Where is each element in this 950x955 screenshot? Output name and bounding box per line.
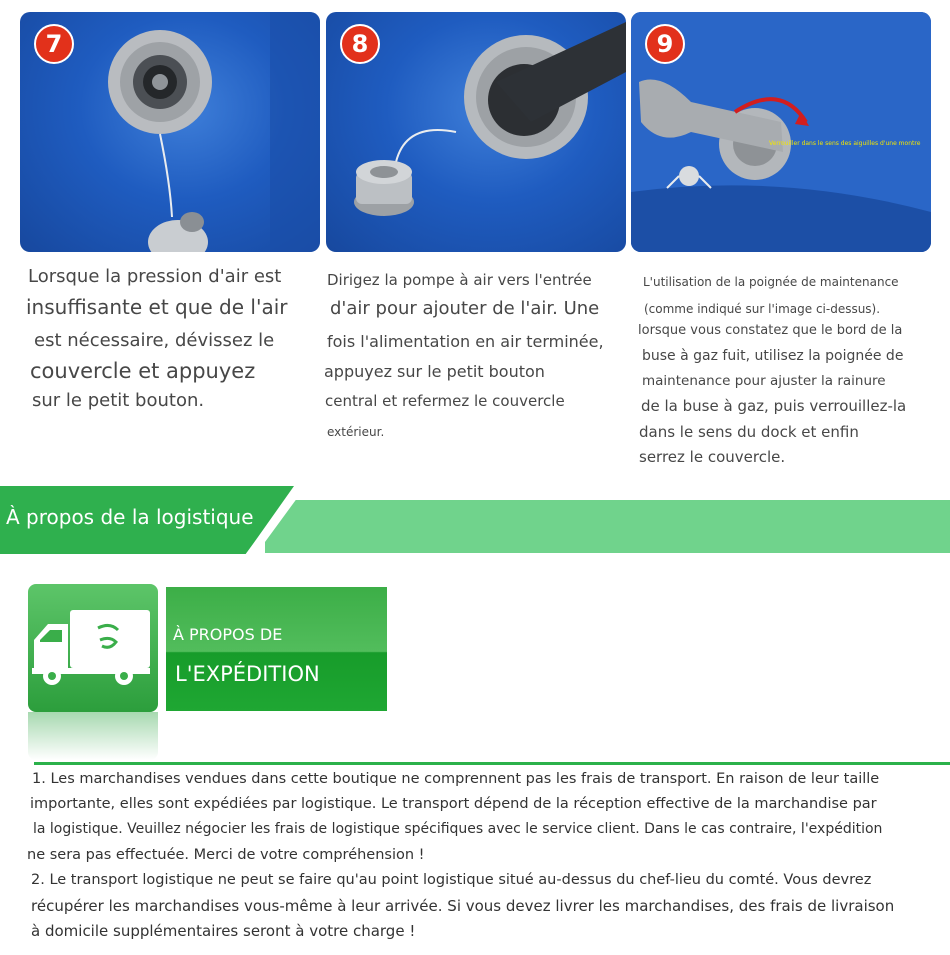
shipping-subtitle: À PROPOS DE [173,625,283,644]
step-9-line: serrez le couvercle. [639,448,786,466]
note-line: importante, elles sont expédiées par logistique. Le transport dépend de la réception effective de la marchandise par [30,796,877,812]
step-7-line: est nécessaire, dévissez le [34,330,275,351]
step-7-badge: 7 [34,24,74,64]
step-9-line: de la buse à gaz, puis verrouillez-la [641,397,907,415]
step-8-line: Dirigez la pompe à air vers l'entrée [327,271,592,289]
step-9-photo [631,12,931,252]
shipping-title: L'EXPÉDITION [175,662,320,686]
step-7-line: Lorsque la pression d'air est [28,266,282,287]
logistics-title: À propos de la logistique [6,505,254,529]
step-8-line: appuyez sur le petit bouton [324,362,545,381]
note-line: ne sera pas effectuée. Merci de votre compréhension ! [27,847,425,863]
step-9-photo-note: Verrouiller dans le sens des aiguilles d'une montre [769,140,921,147]
step-7-line: insuffisante et que de l'air [26,295,288,319]
step-8-line: central et refermez le couvercle [325,392,565,410]
truck-icon [28,584,158,712]
step-7-line: sur le petit bouton. [32,390,205,411]
step-8-line: extérieur. [327,425,385,439]
note-line: 1. Les marchandises vendues dans cette boutique ne comprennent pas les frais de transport. En raison de leur taille [32,771,880,787]
step-8-line: d'air pour ajouter de l'air. Une [330,298,600,319]
note-line: 2. Le transport logistique ne peut se faire qu'au point logistique situé au-dessus du chef-lieu du comté. Vous devrez [31,872,872,888]
step-9-line: lorsque vous constatez que le bord de la [638,323,903,338]
shipping-panel [166,587,387,711]
step-7-photo [20,12,320,252]
note-line: à domicile supplémentaires seront à votre charge ! [31,922,416,940]
note-line: récupérer les marchandises vous-même à leur arrivée. Si vous devez livrer les marchandises, des frais de livraison [31,897,895,915]
divider-line [34,762,950,765]
step-9-line: buse à gaz fuit, utilisez la poignée de [642,348,904,364]
note-line: la logistique. Veuillez négocier les frais de logistique spécifiques avec le service client. Dans le cas contraire, l'expédition [33,821,883,837]
step-8-badge: 8 [340,24,380,64]
step-7-line: couvercle et appuyez [30,359,256,383]
step-8-photo [326,12,626,252]
step-9-line: (comme indiqué sur l'image ci-dessus). [644,302,881,316]
step-9-line: maintenance pour ajuster la rainure [642,373,886,389]
step-8-line: fois l'alimentation en air terminée, [327,332,604,351]
step-9-badge: 9 [645,24,685,64]
step-9-line: dans le sens du dock et enfin [639,423,859,441]
step-9-line: L'utilisation de la poignée de maintenance [643,275,899,289]
truck-reflection [28,712,158,760]
logistics-banner-bar [265,500,950,553]
